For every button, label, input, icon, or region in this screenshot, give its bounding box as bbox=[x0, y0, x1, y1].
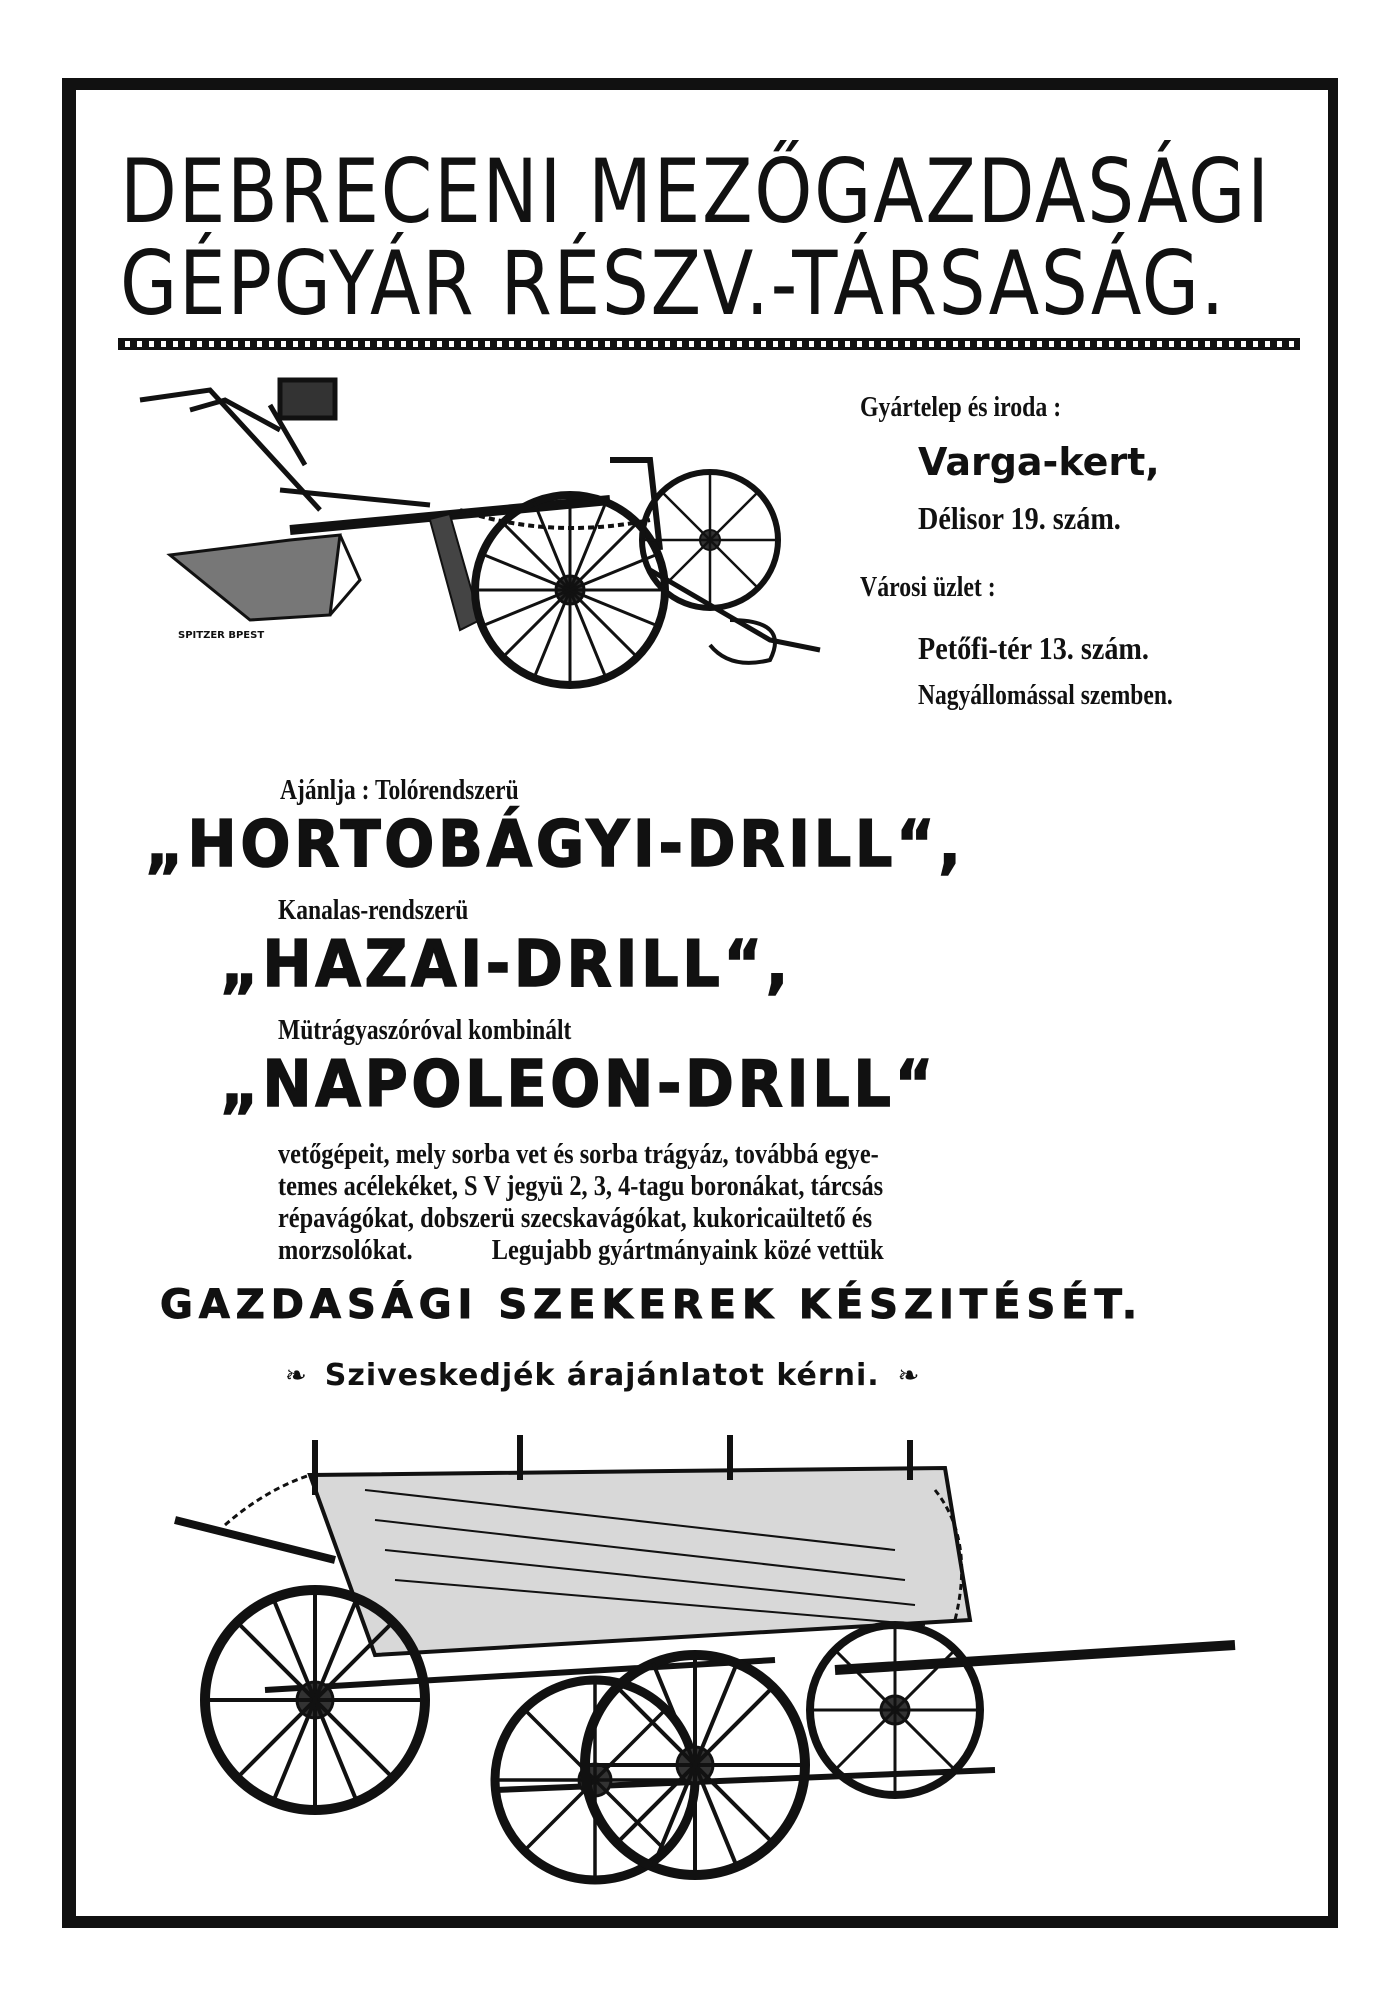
ornament-left-icon: ❧ bbox=[285, 1360, 307, 1390]
price-request-text: Sziveskedjék árajánlatot kérni. bbox=[324, 1358, 880, 1393]
hazai-drill-title: „HAZAI-DRILL“, bbox=[220, 928, 792, 1002]
plough-illustration bbox=[130, 370, 840, 730]
dotted-divider bbox=[118, 338, 1300, 350]
factory-label: Gyártelep és iroda : bbox=[860, 392, 1062, 423]
shop-note: Nagyállomással szemben. bbox=[918, 680, 1173, 711]
ornament-right-icon: ❧ bbox=[897, 1360, 920, 1390]
wagon-illustration bbox=[135, 1420, 1285, 1900]
napoleon-drill-subtitle: Mütrágyaszóróval kombinált bbox=[278, 1015, 572, 1046]
body-line-1: vetőgépeit, mely sorba vet és sorba trágyáz, továbbá egye- bbox=[278, 1138, 879, 1170]
factory-street: Délisor 19. szám. bbox=[918, 500, 1121, 536]
offer-intro: Ajánlja : Tolórendszerü bbox=[280, 775, 519, 806]
napoleon-drill-title: „NAPOLEON-DRILL“ bbox=[220, 1048, 937, 1122]
shop-street: Petőfi-tér 13. szám. bbox=[918, 630, 1149, 666]
shop-label: Városi üzlet : bbox=[860, 572, 996, 603]
wagon-headline: GAZDASÁGI SZEKEREK KÉSZITÉSÉT. bbox=[160, 1282, 1144, 1328]
body-line-4: morzsolókat. Legujabb gyártmányaink közé vettük bbox=[278, 1234, 884, 1266]
plough-caption: SPITZER BPEST bbox=[178, 630, 265, 641]
company-title-line-1: DEBRECENI MEZŐGAZDASÁGI bbox=[120, 140, 1271, 243]
price-request bbox=[285, 1358, 919, 1393]
body-line-2: temes acélekéket, S V jegyü 2, 3, 4-tagu boronákat, tárcsás bbox=[278, 1170, 884, 1202]
hortobagyi-drill-title: „HORTOBÁGYI-DRILL“, bbox=[145, 808, 965, 882]
company-title-line-2: GÉPGYÁR RÉSZV.-TÁRSASÁG. bbox=[120, 232, 1226, 335]
hazai-drill-subtitle: Kanalas-rendszerü bbox=[278, 895, 469, 926]
factory-place: Varga-kert, bbox=[918, 440, 1160, 484]
body-line-3: répavágókat, dobszerü szecskavágókat, kukoricaültető és bbox=[278, 1202, 873, 1234]
